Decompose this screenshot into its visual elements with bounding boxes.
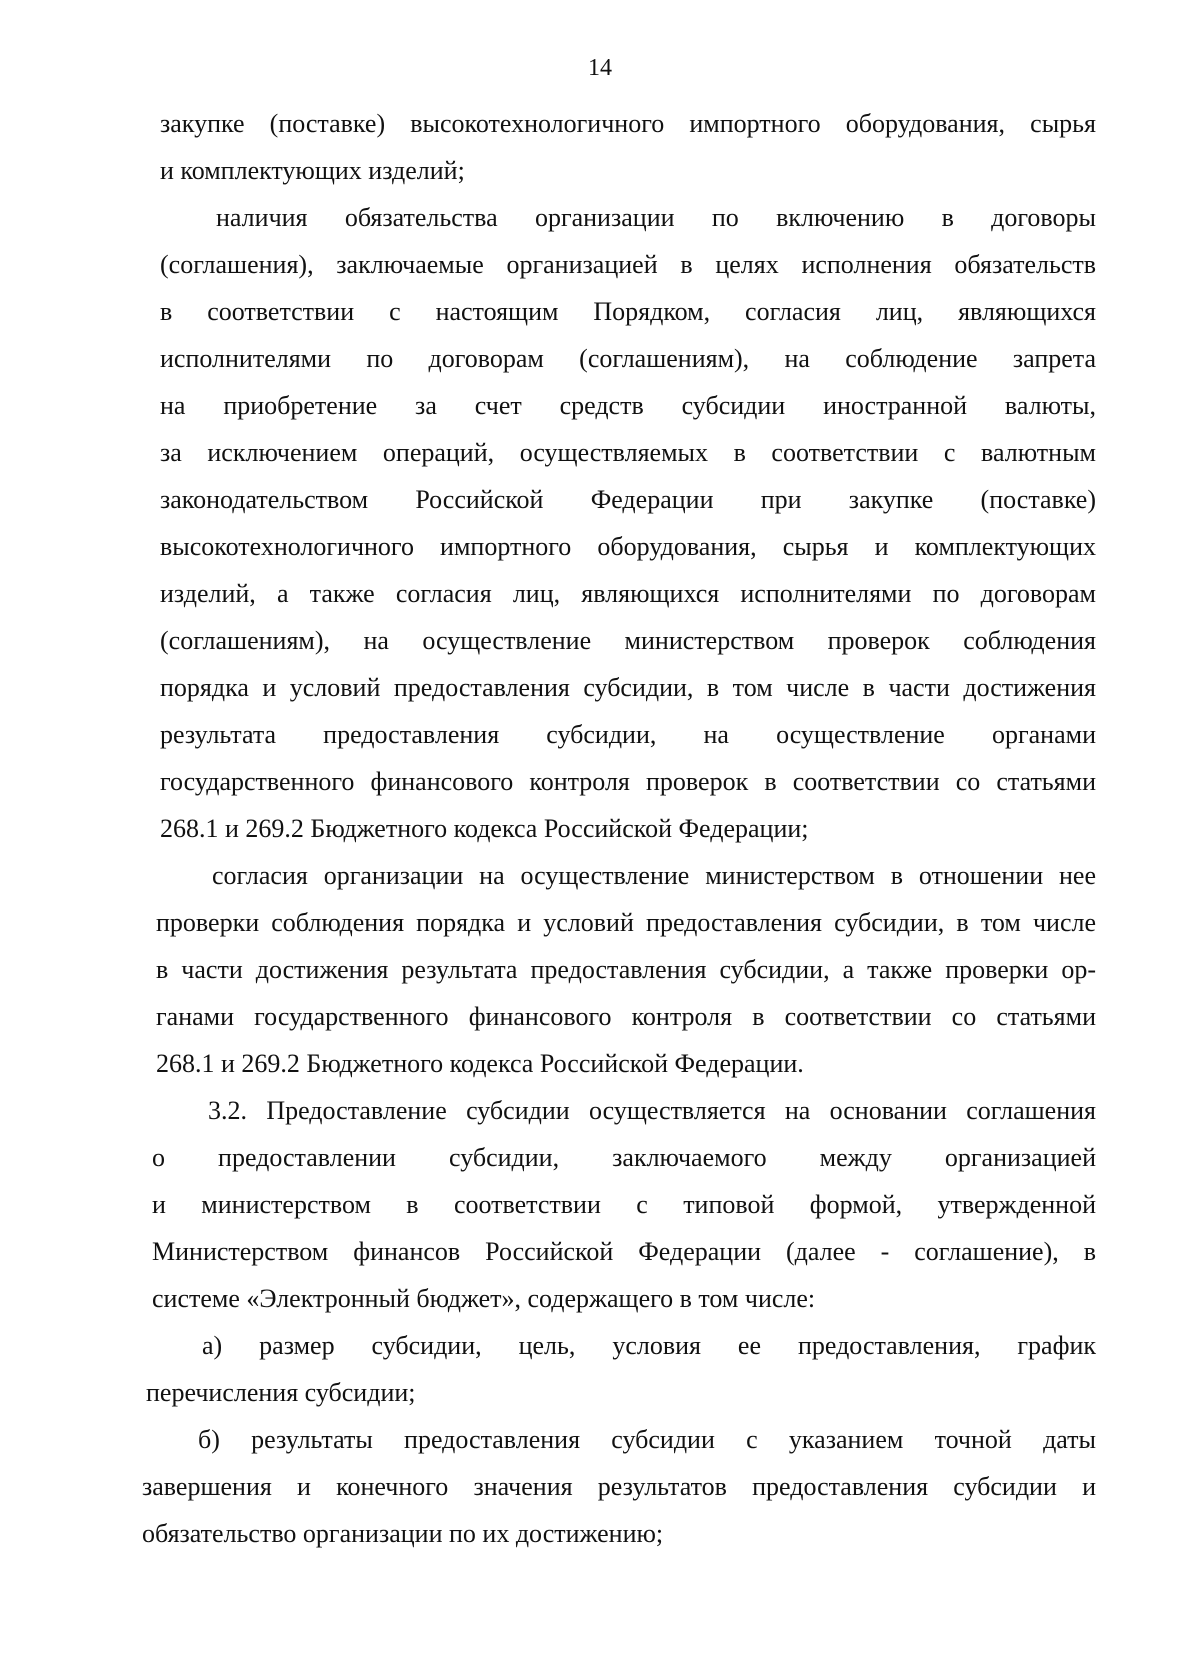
text-line: завершения и конечного значения результатов предоставления субсидии и (142, 1472, 1096, 1501)
text-line: согласия организации на осуществление министерством в отношении нее (212, 861, 1096, 890)
text-line: за исключением операций, осуществляемых в соответствии с валютным (160, 438, 1096, 467)
paragraph (156, 852, 1096, 1087)
text-line: (соглашения), заключаемые организацией в целях исполнения обязательств (160, 250, 1096, 279)
text-line: высокотехнологичного импортного оборудования, сырья и комплектующих (160, 532, 1096, 561)
text-line: закупке (поставке) высокотехнологичного импортного оборудования, сырья (160, 109, 1096, 138)
text-line: и комплектующих изделий; (160, 156, 465, 185)
text-line: о предоставлении субсидии, заключаемого между организацией (152, 1143, 1096, 1172)
text-line: и министерством в соответствии с типовой формой, утвержденной (152, 1190, 1096, 1219)
text-line: Министерством финансов Российской Федерации (далее - соглашение), в (152, 1237, 1096, 1266)
page-number: 14 (588, 55, 612, 81)
text-line: порядка и условий предоставления субсидии, в том числе в части достижения (160, 673, 1096, 702)
text-line: а) размер субсидии, цель, условия ее предоставления, график (202, 1331, 1096, 1360)
text-line: изделий, а также согласия лиц, являющихся исполнителями по договорам (160, 579, 1096, 608)
text-line: б) результаты предоставления субсидии с указанием точной даты (198, 1425, 1096, 1454)
paragraph (152, 1087, 1096, 1322)
paragraph (160, 194, 1096, 852)
text-line: наличия обязательства организации по включению в договоры (216, 203, 1096, 232)
text-line: результата предоставления субсидии, на осуществление органами (160, 720, 1096, 749)
paragraph (142, 1416, 1096, 1557)
text-line: на приобретение за счет средств субсидии иностранной валюты, (160, 391, 1096, 420)
text-line: проверки соблюдения порядка и условий предоставления субсидии, в том числе (156, 908, 1096, 937)
text-line: обязательство организации по их достижению; (142, 1519, 664, 1548)
text-line: государственного финансового контроля проверок в соответствии со статьями (160, 767, 1096, 796)
text-line: перечисления субсидии; (146, 1378, 416, 1407)
text-line: ганами государственного финансового контроля в соответствии со статьями (156, 1002, 1096, 1031)
text-line: в части достижения результата предоставления субсидии, а также проверки ор- (156, 955, 1096, 984)
text-line: 268.1 и 269.2 Бюджетного кодекса Российской Федерации. (156, 1049, 804, 1078)
text-line: исполнителями по договорам (соглашениям), на соблюдение запрета (160, 344, 1096, 373)
text-line: 3.2. Предоставление субсидии осуществляется на основании соглашения (208, 1096, 1096, 1125)
text-line: в соответствии с настоящим Порядком, согласия лиц, являющихся (160, 297, 1096, 326)
text-line: системе «Электронный бюджет», содержащего в том числе: (152, 1284, 816, 1313)
document-body (142, 100, 1096, 1557)
paragraph (146, 1322, 1096, 1416)
paragraph (160, 100, 1096, 194)
text-line: законодательством Российской Федерации при закупке (поставке) (160, 485, 1096, 514)
text-line: (соглашениям), на осуществление министерством проверок соблюдения (160, 626, 1096, 655)
text-line: 268.1 и 269.2 Бюджетного кодекса Российской Федерации; (160, 814, 809, 843)
